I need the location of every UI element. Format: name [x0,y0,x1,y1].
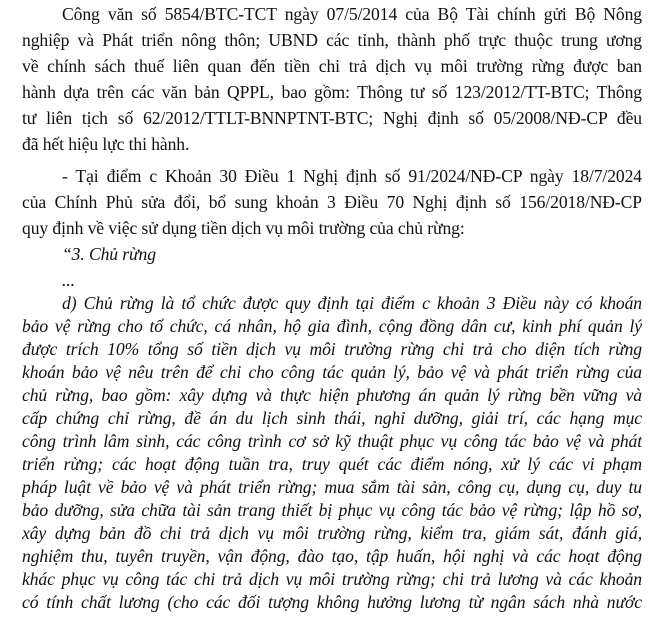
paragraph-2-line-1: - Tại điểm c Khoản 30 Điều 1 Nghị định số 91/2024/NĐ-CP ngày 18/7/2024 [62,166,642,186]
paragraph-1-line-3: về chính sách thuế liên quan đến tiền chi trả dịch vụ môi trường rừng được ban [22,56,642,76]
paragraph-1-line-5: tư liên tịch số 62/2012/TTLT-BNNPTNT-BTC; Nghị định số 05/2008/NĐ-CP đều [22,108,642,128]
ellipsis: ... [62,270,75,290]
quote-line-4: khoán bảo vệ nêu trên để chi cho công tác quản lý, bảo vệ và phát triển rừng của [22,362,642,382]
quote-line-5: chủ rừng, bao gồm: xây dựng và thực hiện phương án quản lý rừng bền vững và [22,385,642,405]
quote-line-6: cấp chứng chỉ rừng, đề án du lịch sinh thái, nghỉ dưỡng, giải trí, các hạng mục [22,408,642,428]
quote-line-3: được trích 10% tổng số tiền dịch vụ môi trường rừng chi trả cho diện tích rừng [22,339,642,359]
paragraph-1-line-1: Công văn số 5854/BTC-TCT ngày 07/5/2014 của Bộ Tài chính gửi Bộ Nông [62,4,642,24]
quote-line-9: pháp luật về bảo vệ và phát triển rừng; mua sắm tài sản, công cụ, dụng cụ, duy tu [22,477,642,497]
quote-line-14: có tính chất lương (cho các đối tượng không hưởng lương từ ngân sách nhà nước [22,592,642,612]
quote-heading: “3. Chủ rừng [62,244,156,264]
quote-line-11: xây dựng bản đồ chi trả dịch vụ môi trường rừng, kiểm tra, giám sát, đánh giá, [22,523,642,543]
quote-line-2: bảo vệ rừng cho tổ chức, cá nhân, hộ gia đình, cộng đồng dân cư, kinh phí quản lý [22,316,642,336]
quote-line-10: bảo dưỡng, sửa chữa tài sản trang thiết bị phục vụ công tác bảo vệ rừng; lập hồ sơ, [22,500,642,520]
quote-line-7: công trình lâm sinh, các công trình cơ sở kỹ thuật phục vụ công tác bảo vệ và phát [22,431,642,451]
quote-line-1: d) Chủ rừng là tổ chức được quy định tại điểm c khoản 3 Điều này có khoán [62,293,642,313]
paragraph-1-line-6: đã hết hiệu lực thi hành. [22,134,190,154]
paragraph-1-line-4: hành dựa trên các văn bản QPPL, bao gồm: Thông tư số 123/2012/TT-BTC; Thông [22,82,642,102]
paragraph-1-line-2: nghiệp và Phát triển nông thôn; UBND các tỉnh, thành phố trực thuộc trung ương [22,30,642,50]
quote-line-12: nghiệm thu, tuyên truyền, vận động, đào tạo, tập huấn, hội nghị và các hoạt động [22,546,642,566]
paragraph-2-line-2: của Chính Phủ sửa đổi, bổ sung khoản 3 Điều 70 Nghị định số 156/2018/NĐ-CP [22,192,642,212]
quote-line-8: triển rừng; các hoạt động tuần tra, truy quét các điểm nóng, xử lý các vi phạm [22,454,642,474]
paragraph-2-line-3: quy định về việc sử dụng tiền dịch vụ môi trường của chủ rừng: [22,218,465,238]
quote-line-13: khác phục vụ công tác chi trả dịch vụ môi trường rừng; chi trả lương và các khoản [22,569,642,589]
